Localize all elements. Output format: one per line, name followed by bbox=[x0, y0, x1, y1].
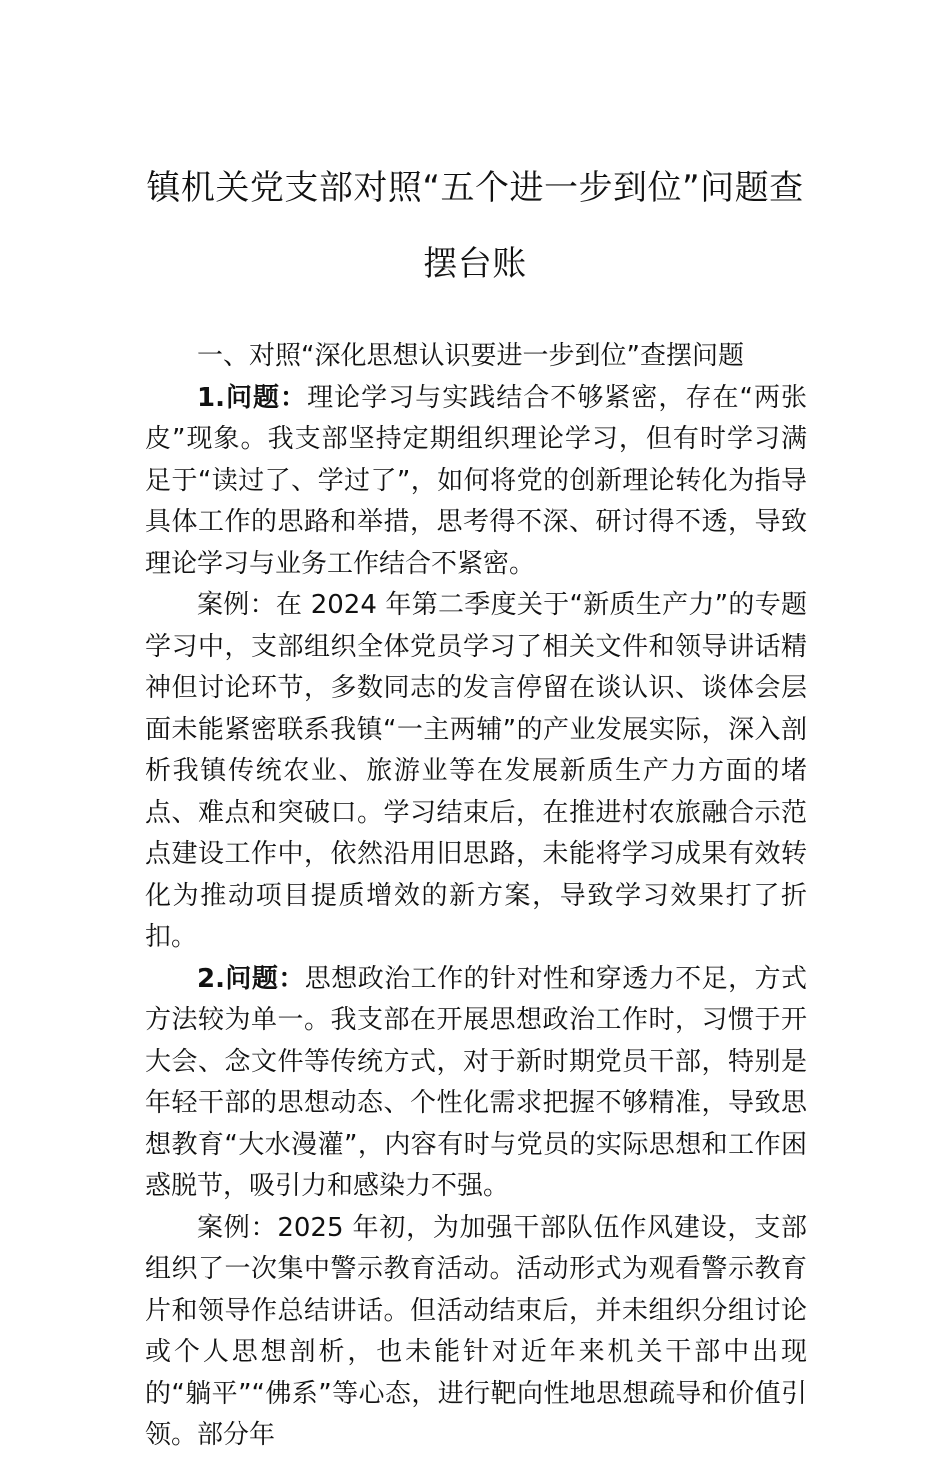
case-text-2: 2025 年初，为加强干部队伍作风建设，支部组织了一次集中警示教育活动。活动形式为观看警示教育片和领导作总结讲话。但活动结束后，并未组织分组讨论或个人思想剖析，也未能针对近年来机关干部中出现的“躺平”“佛系”等心态，进行靶向性地思想疏导和价值引领。部分年 bbox=[145, 1212, 807, 1450]
problem-paragraph-2 bbox=[145, 959, 807, 1208]
title-line-1: 镇机关党支部对照“五个进一步到位”问题查 bbox=[146, 168, 804, 208]
problem-label-1: 1.问题： bbox=[197, 382, 308, 413]
document-title bbox=[120, 150, 830, 302]
title-line-2: 摆台账 bbox=[423, 244, 527, 284]
case-label-1: 案例： bbox=[197, 590, 276, 620]
document-body bbox=[145, 336, 807, 1457]
problem-text-1: 理论学习与实践结合不够紧密，存在“两张皮”现象。我支部坚持定期组织理论学习，但有时学习满足于“读过了、学过了”，如何将党的创新理论转化为指导具体工作的思路和举措，思考得不深、研讨得不透，导致理论学习与业务工作结合不紧密。 bbox=[145, 382, 807, 579]
case-paragraph-2 bbox=[145, 1208, 807, 1457]
case-paragraph-1 bbox=[145, 585, 807, 959]
problem-label-2: 2.问题： bbox=[197, 963, 305, 994]
problem-paragraph-1 bbox=[145, 378, 807, 586]
case-label-2: 案例： bbox=[197, 1212, 278, 1243]
problem-text-2: 思想政治工作的针对性和穿透力不足，方式方法较为单一。我支部在开展思想政治工作时，习惯于开大会、念文件等传统方式，对于新时期党员干部，特别是年轻干部的思想动态、个性化需求把握不够精准，导致思想教育“大水漫灌”，内容有时与党员的实际思想和工作困惑脱节，吸引力和感染力不强。 bbox=[145, 963, 807, 1201]
case-text-1: 在 2024 年第二季度关于“新质生产力”的专题学习中，支部组织全体党员学习了相关文件和领导讲话精神但讨论环节，多数同志的发言停留在谈认识、谈体会层面未能紧密联系我镇“一主两辅”的产业发展实际，深入剖析我镇传统农业、旅游业等在发展新质生产力方面的堵点、难点和突破口。学习结束后，在推进村农旅融合示范点建设工作中，依然沿用旧思路，未能将学习成果有效转化为推动项目提质增效的新方案，导致学习效果打了折扣。 bbox=[145, 590, 807, 952]
section-heading: 一、对照“深化思想认识要进一步到位”查摆问题 bbox=[197, 341, 744, 371]
